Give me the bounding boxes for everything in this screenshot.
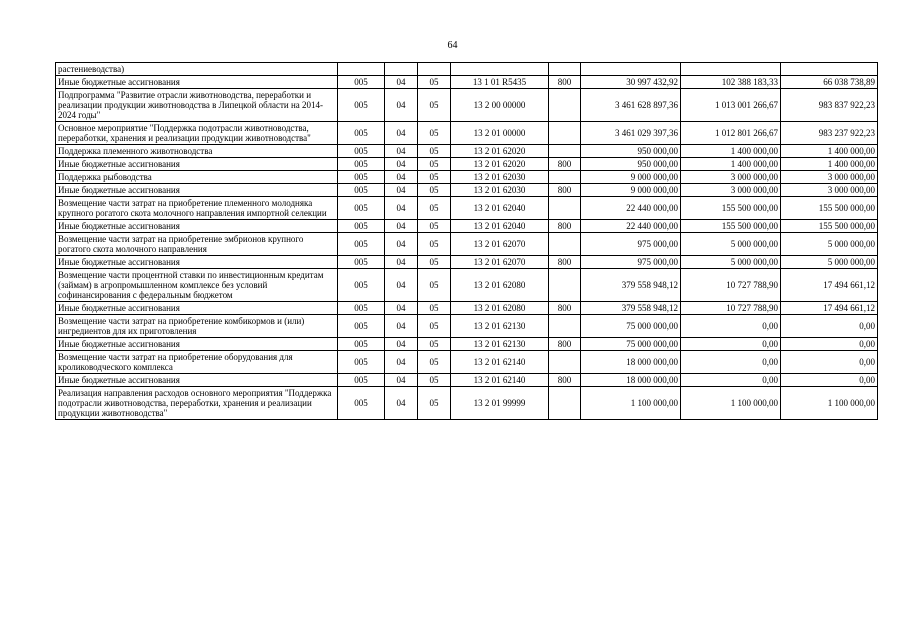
table-row [56,197,878,220]
expense-type-cell [549,171,581,184]
expense-type-cell [549,122,581,145]
section-code-cell: 04 [385,387,418,420]
ministry-code-cell: 005 [338,184,385,197]
amount-year3-cell [781,63,878,76]
ministry-code-cell: 005 [338,145,385,158]
table-row [56,387,878,420]
table-row [56,351,878,374]
amount-year1-cell: 22 440 000,00 [581,197,681,220]
amount-year3-cell: 66 038 738,89 [781,76,878,89]
amount-year1-cell: 18 000 000,00 [581,374,681,387]
amount-year1-cell: 1 100 000,00 [581,387,681,420]
amount-year2-cell: 1 400 000,00 [681,158,781,171]
target-article-cell: 13 2 01 62020 [451,145,549,158]
budget-table [55,62,878,420]
expense-name-cell: Иные бюджетные ассигнования [56,220,338,233]
table-row [56,158,878,171]
section-code-cell: 04 [385,302,418,315]
amount-year1-cell: 975 000,00 [581,233,681,256]
amount-year1-cell: 3 461 029 397,36 [581,122,681,145]
expense-type-cell [549,197,581,220]
target-article-cell: 13 2 00 00000 [451,89,549,122]
ministry-code-cell: 005 [338,197,385,220]
amount-year2-cell: 5 000 000,00 [681,233,781,256]
expense-type-cell [549,315,581,338]
expense-type-cell: 800 [549,184,581,197]
amount-year2-cell: 155 500 000,00 [681,220,781,233]
section-code-cell: 04 [385,351,418,374]
amount-year2-cell: 3 000 000,00 [681,171,781,184]
subsection-code-cell: 05 [418,76,451,89]
table-row [56,184,878,197]
ministry-code-cell: 005 [338,351,385,374]
page-number: 64 [447,40,458,51]
expense-type-cell [549,233,581,256]
amount-year2-cell: 3 000 000,00 [681,184,781,197]
amount-year1-cell: 30 997 432,92 [581,76,681,89]
table-row [56,122,878,145]
expense-name-cell: Реализация направления расходов основного мероприятия "Поддержка подотрасли животноводства, переработки, хранения и реализации продукции животноводства" [56,387,338,420]
expense-name-cell: Иные бюджетные ассигнования [56,184,338,197]
subsection-code-cell: 05 [418,387,451,420]
subsection-code-cell: 05 [418,220,451,233]
expense-name-cell: Поддержка племенного животноводства [56,145,338,158]
section-code-cell: 04 [385,89,418,122]
subsection-code-cell: 05 [418,351,451,374]
table-row [56,76,878,89]
amount-year2-cell: 0,00 [681,351,781,374]
amount-year2-cell: 1 100 000,00 [681,387,781,420]
amount-year3-cell: 0,00 [781,315,878,338]
subsection-code-cell: 05 [418,374,451,387]
amount-year1-cell [581,63,681,76]
section-code-cell: 04 [385,197,418,220]
amount-year1-cell: 75 000 000,00 [581,315,681,338]
subsection-code-cell: 05 [418,89,451,122]
amount-year3-cell: 983 237 922,23 [781,122,878,145]
amount-year3-cell: 5 000 000,00 [781,233,878,256]
amount-year1-cell: 9 000 000,00 [581,171,681,184]
expense-type-cell: 800 [549,158,581,171]
amount-year2-cell: 10 727 788,90 [681,269,781,302]
expense-name-cell: Возмещение части процентной ставки по инвестиционным кредитам (займам) в агропромышленном комплексе без условий софинансирования с федеральным бюджетом [56,269,338,302]
expense-type-cell: 800 [549,338,581,351]
amount-year3-cell: 155 500 000,00 [781,220,878,233]
section-code-cell: 04 [385,256,418,269]
amount-year3-cell: 3 000 000,00 [781,184,878,197]
table-row [56,145,878,158]
amount-year2-cell: 0,00 [681,315,781,338]
amount-year2-cell: 1 012 801 266,67 [681,122,781,145]
ministry-code-cell: 005 [338,171,385,184]
target-article-cell: 13 2 01 62070 [451,256,549,269]
ministry-code-cell: 005 [338,89,385,122]
amount-year2-cell: 0,00 [681,338,781,351]
ministry-code-cell: 005 [338,158,385,171]
expense-name-cell: Иные бюджетные ассигнования [56,338,338,351]
section-code-cell: 04 [385,233,418,256]
subsection-code-cell: 05 [418,184,451,197]
expense-type-cell [549,63,581,76]
amount-year2-cell: 0,00 [681,374,781,387]
section-code-cell: 04 [385,374,418,387]
amount-year1-cell: 9 000 000,00 [581,184,681,197]
amount-year2-cell: 5 000 000,00 [681,256,781,269]
amount-year3-cell: 1 100 000,00 [781,387,878,420]
ministry-code-cell: 005 [338,338,385,351]
target-article-cell: 13 2 01 62070 [451,233,549,256]
ministry-code-cell: 005 [338,76,385,89]
table-row [56,315,878,338]
expense-name-cell: Возмещение части затрат на приобретение комбикормов и (или) ингредиентов для их приготовления [56,315,338,338]
section-code-cell: 04 [385,76,418,89]
subsection-code-cell: 05 [418,158,451,171]
ministry-code-cell: 005 [338,122,385,145]
expense-type-cell [549,89,581,122]
amount-year3-cell: 0,00 [781,351,878,374]
ministry-code-cell: 005 [338,269,385,302]
expense-type-cell: 800 [549,374,581,387]
ministry-code-cell: 005 [338,233,385,256]
target-article-cell: 13 2 01 62130 [451,338,549,351]
subsection-code-cell [418,63,451,76]
expense-type-cell: 800 [549,256,581,269]
ministry-code-cell: 005 [338,374,385,387]
amount-year1-cell: 22 440 000,00 [581,220,681,233]
amount-year3-cell: 1 400 000,00 [781,145,878,158]
amount-year3-cell: 155 500 000,00 [781,197,878,220]
subsection-code-cell: 05 [418,269,451,302]
expense-name-cell: Возмещение части затрат на приобретение эмбрионов крупного рогатого скота молочного направления [56,233,338,256]
ministry-code-cell: 005 [338,315,385,338]
expense-name-cell: Возмещение части затрат на приобретение племенного молодняка крупного рогатого скота молочного направления импортной селекции [56,197,338,220]
table-row [56,233,878,256]
ministry-code-cell: 005 [338,220,385,233]
expense-type-cell: 800 [549,220,581,233]
ministry-code-cell: 005 [338,302,385,315]
target-article-cell: 13 2 01 62030 [451,184,549,197]
section-code-cell: 04 [385,171,418,184]
section-code-cell: 04 [385,122,418,145]
target-article-cell: 13 2 01 62020 [451,158,549,171]
expense-name-cell: Основное мероприятие "Поддержка подотрасли животноводства, переработки, хранения и реализации продукции животноводства" [56,122,338,145]
amount-year2-cell: 10 727 788,90 [681,302,781,315]
table-row [56,374,878,387]
ministry-code-cell: 005 [338,256,385,269]
expense-type-cell: 800 [549,76,581,89]
target-article-cell: 13 2 01 62030 [451,171,549,184]
section-code-cell [385,63,418,76]
amount-year3-cell: 983 837 922,23 [781,89,878,122]
amount-year3-cell: 0,00 [781,338,878,351]
section-code-cell: 04 [385,269,418,302]
amount-year3-cell: 3 000 000,00 [781,171,878,184]
expense-name-cell: Возмещение части затрат на приобретение оборудования для кролиководческого комплекса [56,351,338,374]
amount-year1-cell: 379 558 948,12 [581,302,681,315]
subsection-code-cell: 05 [418,338,451,351]
ministry-code-cell: 005 [338,387,385,420]
amount-year3-cell: 5 000 000,00 [781,256,878,269]
subsection-code-cell: 05 [418,145,451,158]
subsection-code-cell: 05 [418,197,451,220]
amount-year3-cell: 17 494 661,12 [781,302,878,315]
amount-year2-cell [681,63,781,76]
target-article-cell: 13 2 01 99999 [451,387,549,420]
section-code-cell: 04 [385,145,418,158]
section-code-cell: 04 [385,338,418,351]
target-article-cell: 13 2 01 62130 [451,315,549,338]
table-row [56,338,878,351]
expense-name-cell: Иные бюджетные ассигнования [56,158,338,171]
table-row [56,89,878,122]
subsection-code-cell: 05 [418,122,451,145]
expense-name-cell: Иные бюджетные ассигнования [56,256,338,269]
ministry-code-cell [338,63,385,76]
table-row [56,220,878,233]
amount-year1-cell: 18 000 000,00 [581,351,681,374]
target-article-cell [451,63,549,76]
table-row [56,269,878,302]
amount-year2-cell: 102 388 183,33 [681,76,781,89]
amount-year1-cell: 75 000 000,00 [581,338,681,351]
expense-name-cell: Поддержка рыбоводства [56,171,338,184]
expense-type-cell [549,269,581,302]
target-article-cell: 13 2 01 62140 [451,374,549,387]
target-article-cell: 13 2 01 62040 [451,220,549,233]
expense-name-cell: растениеводства) [56,63,338,76]
section-code-cell: 04 [385,220,418,233]
amount-year1-cell: 950 000,00 [581,145,681,158]
amount-year1-cell: 950 000,00 [581,158,681,171]
amount-year3-cell: 1 400 000,00 [781,158,878,171]
table-row [56,171,878,184]
subsection-code-cell: 05 [418,315,451,338]
subsection-code-cell: 05 [418,302,451,315]
expense-name-cell: Иные бюджетные ассигнования [56,76,338,89]
subsection-code-cell: 05 [418,171,451,184]
section-code-cell: 04 [385,315,418,338]
expense-type-cell: 800 [549,302,581,315]
expense-type-cell [549,387,581,420]
target-article-cell: 13 2 01 62140 [451,351,549,374]
expense-name-cell: Иные бюджетные ассигнования [56,374,338,387]
amount-year2-cell: 1 013 001 266,67 [681,89,781,122]
amount-year3-cell: 0,00 [781,374,878,387]
expense-type-cell [549,351,581,374]
expense-type-cell [549,145,581,158]
expense-name-cell: Иные бюджетные ассигнования [56,302,338,315]
amount-year1-cell: 3 461 628 897,36 [581,89,681,122]
expense-name-cell: Подпрограмма "Развитие отрасли животноводства, переработки и реализации продукции животноводства в Липецкой области на 2014-2024 годы" [56,89,338,122]
table-row [56,63,878,76]
table-row [56,256,878,269]
amount-year3-cell: 17 494 661,12 [781,269,878,302]
amount-year2-cell: 155 500 000,00 [681,197,781,220]
target-article-cell: 13 2 01 62040 [451,197,549,220]
subsection-code-cell: 05 [418,233,451,256]
section-code-cell: 04 [385,158,418,171]
subsection-code-cell: 05 [418,256,451,269]
target-article-cell: 13 2 01 62080 [451,302,549,315]
section-code-cell: 04 [385,184,418,197]
amount-year1-cell: 379 558 948,12 [581,269,681,302]
target-article-cell: 13 1 01 R5435 [451,76,549,89]
target-article-cell: 13 2 01 00000 [451,122,549,145]
target-article-cell: 13 2 01 62080 [451,269,549,302]
table-row [56,302,878,315]
amount-year2-cell: 1 400 000,00 [681,145,781,158]
amount-year1-cell: 975 000,00 [581,256,681,269]
